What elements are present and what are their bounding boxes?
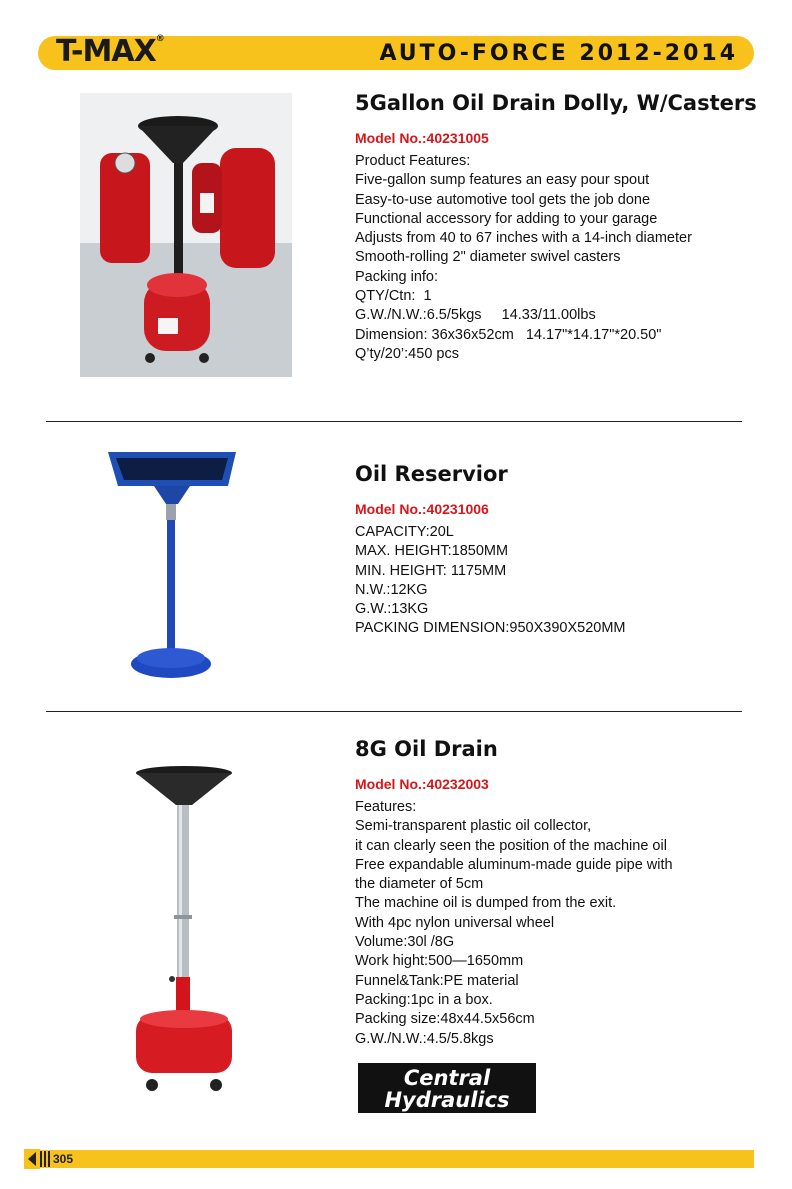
spec-list bbox=[355, 798, 775, 1049]
spec-line: Five-gallon sump features an easy pour spout bbox=[355, 172, 650, 189]
spec-line: Work hight:500—1650mm bbox=[355, 953, 524, 970]
spec-line: Functional accessory for adding to your garage bbox=[355, 210, 658, 227]
product-info bbox=[355, 460, 775, 639]
brand-name: T-MAX bbox=[56, 34, 156, 69]
spec-list bbox=[355, 152, 775, 364]
catalog-title: AUTO-FORCE 2012-2014 bbox=[379, 41, 738, 66]
spec-line: Adjusts from 40 to 67 inches with a 14-inch diameter bbox=[355, 230, 692, 247]
product-info bbox=[355, 735, 775, 1049]
spec-line: it can clearly seen the position of the machine oil bbox=[355, 837, 667, 854]
product-title: 8G Oil Drain bbox=[355, 737, 498, 761]
spec-line: Q’ty/20’:450 pcs bbox=[355, 345, 459, 362]
spec-line: QTY/Ctn: 1 bbox=[355, 288, 432, 305]
spec-line: Packing:1pc in a box. bbox=[355, 991, 493, 1008]
logo-line-1: Central bbox=[403, 1066, 491, 1090]
spec-line: The machine oil is dumped from the exit. bbox=[355, 895, 617, 912]
page-number: 305 bbox=[53, 1152, 74, 1166]
spec-line: MAX. HEIGHT:1850MM bbox=[355, 543, 509, 560]
spec-line: Free expandable aluminum-made guide pipe with bbox=[355, 856, 673, 873]
page-ticks-icon bbox=[40, 1150, 52, 1168]
spec-line: Dimension: 36x36x52cm 14.17"*14.17"*20.50" bbox=[355, 326, 662, 343]
footer-bar bbox=[24, 1150, 754, 1168]
spec-list bbox=[355, 523, 775, 639]
spec-line: Easy-to-use automotive tool gets the job done bbox=[355, 191, 651, 208]
brand-logo bbox=[56, 30, 164, 74]
section-divider bbox=[46, 711, 742, 712]
section-divider bbox=[46, 421, 742, 422]
product-title: 5Gallon Oil Drain Dolly, W/Casters bbox=[355, 91, 757, 115]
spec-line: Packing size:48x44.5x56cm bbox=[355, 1011, 535, 1028]
spec-line: N.W.:12KG bbox=[355, 581, 428, 598]
product-photo-8g-oil-drain bbox=[132, 765, 236, 1093]
page-back-arrow-icon bbox=[24, 1149, 40, 1169]
spec-line: Features: bbox=[355, 799, 417, 815]
spec-line: G.W./N.W.:6.5/5kgs 14.33/11.00lbs bbox=[355, 307, 596, 324]
spec-line: CAPACITY:20L bbox=[355, 524, 454, 540]
model-number: Model No.:40231006 bbox=[355, 501, 489, 517]
model-number: Model No.:40231005 bbox=[355, 130, 489, 146]
logo-line-2: Hydraulics bbox=[384, 1088, 510, 1112]
spec-line: Product Features: bbox=[355, 153, 471, 169]
product-photo-oil-reservoir bbox=[104, 446, 240, 682]
spec-line: Funnel&Tank:PE material bbox=[355, 972, 519, 989]
spec-line: Packing info: bbox=[355, 268, 439, 285]
spec-line: MIN. HEIGHT: 1175MM bbox=[355, 562, 507, 579]
spec-line: Semi-transparent plastic oil collector, bbox=[355, 818, 592, 835]
spec-line: With 4pc nylon universal wheel bbox=[355, 914, 555, 931]
product-photo-drain-dolly bbox=[80, 93, 292, 377]
logo-wordmark bbox=[358, 1063, 536, 1113]
spec-line: Volume:30l /8G bbox=[355, 934, 455, 951]
model-number: Model No.:40232003 bbox=[355, 776, 489, 792]
brand-registered-mark: ® bbox=[155, 34, 164, 44]
central-hydraulics-logo bbox=[358, 1063, 536, 1113]
spec-line: G.W./N.W.:4.5/5.8kgs bbox=[355, 1030, 494, 1047]
spec-line: Smooth-rolling 2" diameter swivel casters bbox=[355, 249, 621, 266]
spec-line: the diameter of 5cm bbox=[355, 876, 484, 893]
product-title: Oil Reservior bbox=[355, 462, 508, 486]
product-info bbox=[355, 89, 775, 364]
spec-line: G.W.:13KG bbox=[355, 601, 429, 618]
spec-line: PACKING DIMENSION:950X390X520MM bbox=[355, 620, 626, 637]
